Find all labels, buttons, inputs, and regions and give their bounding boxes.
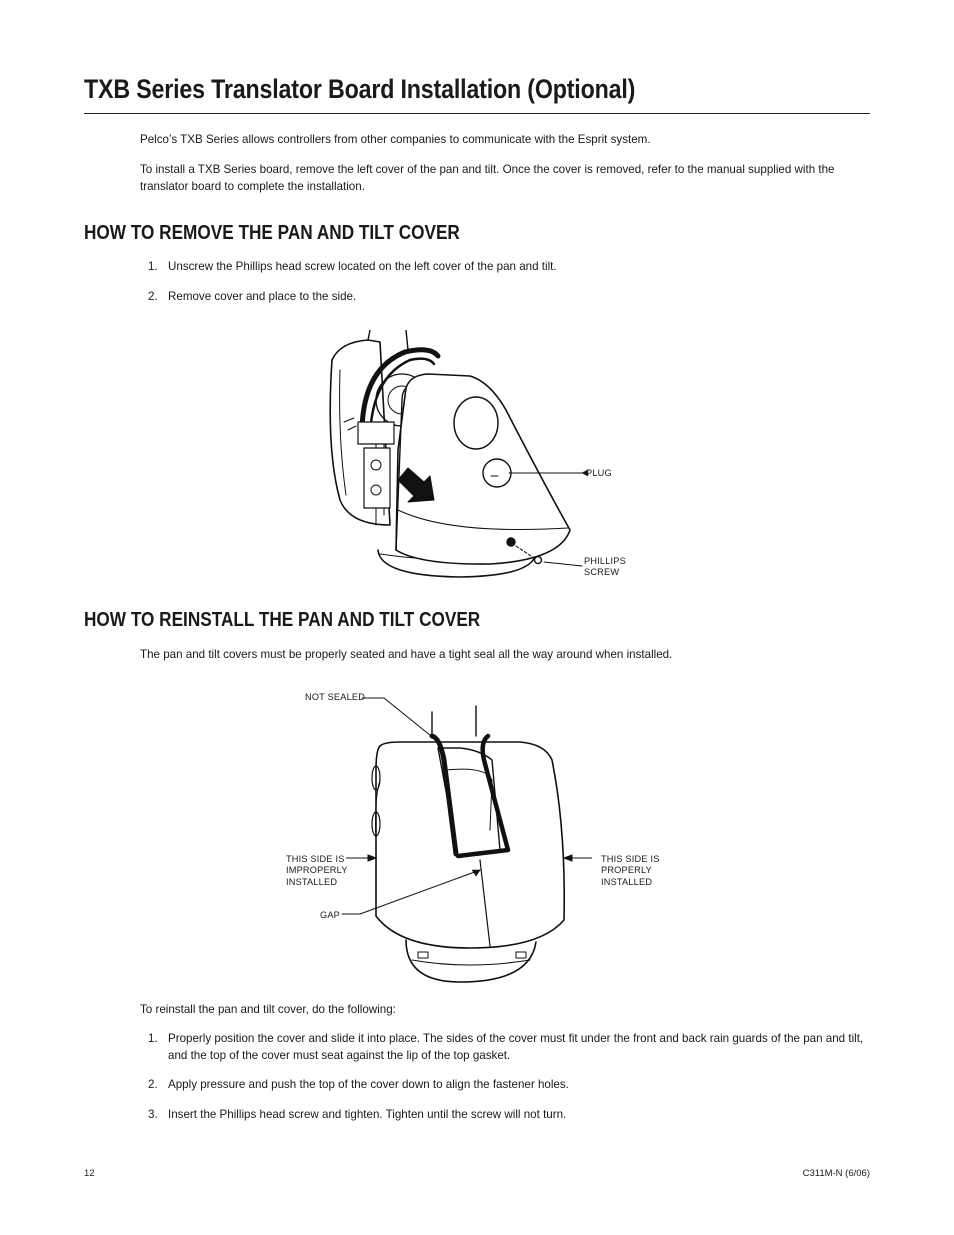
document-code: C311M-N (6/06) [802,1168,870,1179]
remove-cover-illustration [310,330,650,585]
callout-plug: PLUG [586,468,612,478]
remove-section-heading: HOW TO REMOVE THE PAN AND TILT COVER [84,222,460,244]
reinstall-section-heading: HOW TO REINSTALL THE PAN AND TILT COVER [84,609,481,631]
reinstall-step-3 [148,1106,870,1123]
title-rule [84,113,870,114]
reinstall-step-1 [148,1030,870,1064]
step-text: Remove cover and place to the side. [168,290,357,303]
remove-step-1 [148,258,870,275]
page-title: TXB Series Translator Board Installation (Optional) [84,74,636,104]
callout-gap: GAP [320,910,341,920]
intro-paragraph-1: Pelco’s TXB Series allows controllers from other companies to communicate with the Esprit system. [140,133,651,146]
callout-phillips-screw: PHILLIPS SCREW [584,556,626,578]
page-number: 12 [84,1168,95,1179]
reinstall-lead: To reinstall the pan and tilt cover, do the following: [140,1003,396,1016]
step-number: 1. [148,260,158,273]
intro-paragraph-2: To install a TXB Series board, remove the left cover of the pan and tilt. Once the cover is removed, refer to the manual supplied with the translator board to complete the installation. [140,163,835,193]
side-arrows [340,850,600,870]
step-number: 1. [148,1032,158,1045]
step-text: Apply pressure and push the top of the cover down to align the fastener holes. [168,1078,569,1091]
reinstall-cover-illustration [340,690,580,990]
step-number: 2. [148,1078,158,1091]
callout-properly-installed: THIS SIDE IS PROPERLY INSTALLED [601,854,660,887]
step-text: Insert the Phillips head screw and tighten. Tighten until the screw will not turn. [168,1108,567,1121]
reinstall-intro: The pan and tilt covers must be properly seated and have a tight seal all the way around when installed. [140,648,673,661]
remove-step-2 [148,288,870,305]
step-text: Properly position the cover and slide it into place. The sides of the cover must fit under the front and back rain guards of the pan and tilt, and the top of the cover must seat against the lip of the top gasket. [168,1032,864,1062]
step-text: Unscrew the Phillips head screw located on the left cover of the pan and tilt. [168,260,557,273]
reinstall-step-2 [148,1076,870,1093]
callout-not-sealed: NOT SEALED [305,692,366,702]
step-number: 3. [148,1108,158,1121]
callout-improperly-installed: THIS SIDE IS IMPROPERLY INSTALLED [286,854,348,887]
step-number: 2. [148,290,158,303]
